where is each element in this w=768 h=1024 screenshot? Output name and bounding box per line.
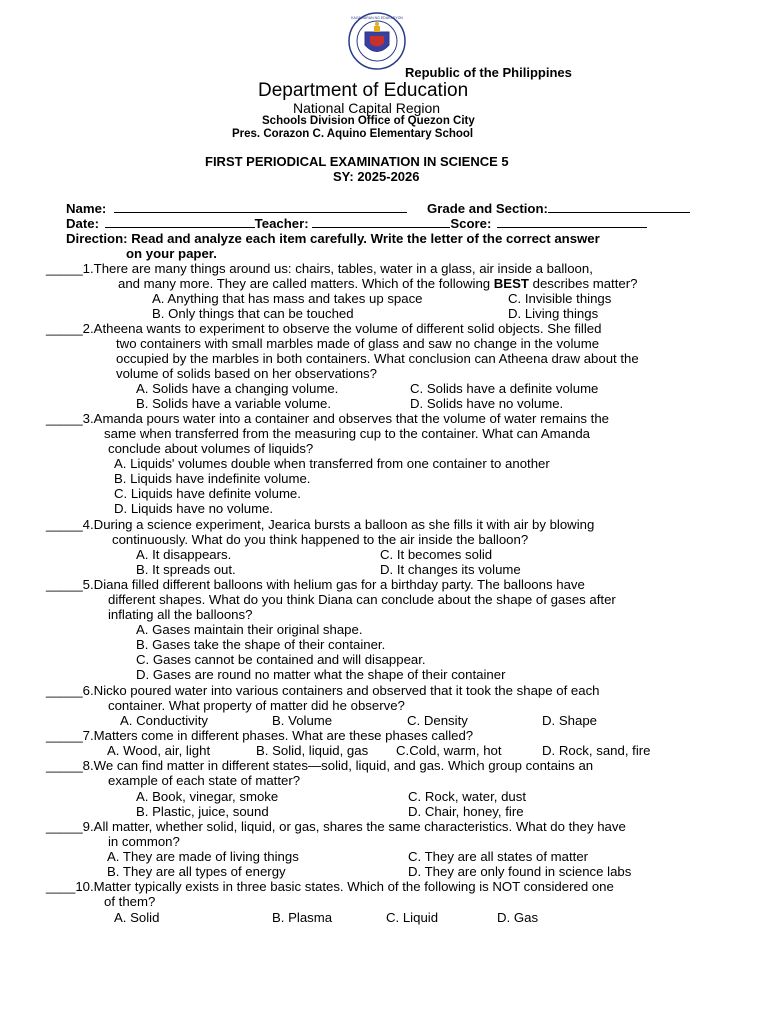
choice-7b: B. Solid, liquid, gas	[256, 743, 369, 758]
choice-3a: A. Liquids' volumes double when transferred from one container to another	[114, 456, 550, 471]
choice-7a: A. Wood, air, light	[107, 743, 211, 758]
choice-9d: D. They are only found in science labs	[408, 864, 632, 879]
choice-5a: A. Gases maintain their original shape.	[136, 622, 363, 637]
division-line: Schools Division Office of Quezon City	[262, 115, 475, 127]
question-6	[46, 683, 600, 698]
direction-line-1: Direction: Read and analyze each item carefully. Write the letter of the correct answer	[66, 231, 600, 246]
choice-10a: A. Solid	[114, 910, 160, 925]
question-stem: Matter typically exists in three basic states. Which of the following is NOT considered one	[93, 879, 614, 894]
question-stem: Matters come in different phases. What are these phases called?	[93, 728, 474, 743]
grade-section-field[interactable]	[427, 200, 690, 216]
question-stem-line: same when transferred from the measuring cup to the container. What can Amanda	[104, 426, 590, 441]
question-stem-line: volume of solids based on her observations?	[116, 366, 377, 381]
choice-4d: D. It changes its volume	[380, 562, 521, 577]
score-label: Score:	[450, 216, 492, 231]
name-label: Name:	[66, 201, 107, 216]
teacher-blank[interactable]	[312, 215, 450, 228]
question-number: _____2.	[46, 321, 94, 336]
choice-2c: C. Solids have a definite volume	[410, 381, 599, 396]
school-year: SY: 2025-2026	[333, 169, 420, 184]
choice-2a: A. Solids have a changing volume.	[136, 381, 339, 396]
question-stem: During a science experiment, Jearica bursts a balloon as she fills it with air by blowing	[93, 517, 595, 532]
choice-2b: B. Solids have a variable volume.	[136, 396, 331, 411]
question-7	[46, 728, 473, 743]
exam-title: FIRST PERIODICAL EXAMINATION IN SCIENCE 5	[205, 154, 509, 169]
grade-section-blank[interactable]	[548, 200, 690, 213]
choice-6b: B. Volume	[272, 713, 333, 728]
name-field[interactable]	[66, 200, 407, 216]
score-blank[interactable]	[497, 215, 647, 228]
question-number: _____9.	[46, 819, 94, 834]
question-4	[46, 517, 594, 532]
date-field[interactable]	[66, 215, 647, 231]
question-stem-line: inflating all the balloons?	[108, 607, 253, 622]
svg-text:KAGAWARAN NG EDUKASYON: KAGAWARAN NG EDUKASYON	[351, 16, 403, 20]
choice-4a: A. It disappears.	[136, 547, 232, 562]
choice-1c: C. Invisible things	[508, 291, 612, 306]
question-stem: Amanda pours water into a container and observes that the volume of water remains the	[93, 411, 610, 426]
question-3	[46, 411, 609, 426]
question-stem: We can find matter in different states—solid, liquid, and gas. Which group contains an	[93, 758, 594, 773]
choice-7c: C.Cold, warm, hot	[396, 743, 502, 758]
question-stem-line: continuously. What do you think happened to the air inside the balloon?	[112, 532, 529, 547]
choice-2d: D. Solids have no volume.	[410, 396, 564, 411]
question-number: _____4.	[46, 517, 94, 532]
department-title: Department of Education	[258, 80, 469, 101]
choice-1a: A. Anything that has mass and takes up space	[152, 291, 423, 306]
emphasis-text: BEST	[493, 276, 529, 291]
question-stem: All matter, whether solid, liquid, or gas, shares the same characteristics. What do they have	[93, 819, 626, 834]
question-8	[46, 758, 593, 773]
question-stem-line: example of each state of matter?	[108, 773, 301, 788]
school-line: Pres. Corazon C. Aquino Elementary School	[232, 128, 474, 140]
question-stem: Diana filled different balloons with helium gas for a birthday party. The balloons have	[93, 577, 585, 592]
question-stem-line: container. What property of matter did he observe?	[108, 698, 405, 713]
question-number: _____5.	[46, 577, 94, 592]
deped-seal-logo	[348, 12, 406, 70]
choice-10d: D. Gas	[497, 910, 539, 925]
choice-8c: C. Rock, water, dust	[408, 789, 526, 804]
choice-3d: D. Liquids have no volume.	[114, 501, 274, 516]
question-number: _____3.	[46, 411, 94, 426]
question-number: ____10.	[46, 879, 94, 894]
question-number: _____7.	[46, 728, 94, 743]
choice-5d: D. Gases are round no matter what the shape of their container	[136, 667, 506, 682]
choice-4c: C. It becomes solid	[380, 547, 493, 562]
question-stem-line: and many more. They are called matters. Which of the following BEST describes matter?	[118, 276, 638, 291]
choice-1d: D. Living things	[508, 306, 599, 321]
name-blank[interactable]	[114, 200, 407, 213]
question-stem: Nicko poured water into various containers and observed that it took the shape of each	[93, 683, 600, 698]
date-label: Date:	[66, 216, 99, 231]
choice-10c: C. Liquid	[386, 910, 439, 925]
choice-9a: A. They are made of living things	[107, 849, 299, 864]
question-stem: Atheena wants to experiment to observe the volume of different solid objects. She filled	[93, 321, 602, 336]
choice-6a: A. Conductivity	[120, 713, 208, 728]
question-number: _____8.	[46, 758, 94, 773]
choice-9b: B. They are all types of energy	[107, 864, 286, 879]
choice-6d: D. Shape	[542, 713, 597, 728]
choice-5c: C. Gases cannot be contained and will disappear.	[136, 652, 426, 667]
republic-line: Republic of the Philippines	[405, 65, 572, 80]
question-stem: There are many things around us: chairs, tables, water in a glass, air inside a balloon,	[93, 261, 593, 276]
choice-3c: C. Liquids have definite volume.	[114, 486, 301, 501]
teacher-label: Teacher:	[254, 216, 309, 231]
question-stem-line: two containers with small marbles made of glass and saw no change in the volume	[116, 336, 600, 351]
question-5	[46, 577, 585, 592]
choice-4b: B. It spreads out.	[136, 562, 236, 577]
question-stem-line: conclude about volumes of liquids?	[108, 441, 314, 456]
choice-8d: D. Chair, honey, fire	[408, 804, 524, 819]
question-2	[46, 321, 601, 336]
choice-9c: C. They are all states of matter	[408, 849, 589, 864]
choice-3b: B. Liquids have indefinite volume.	[114, 471, 311, 486]
question-number: _____1.	[46, 261, 94, 276]
choice-5b: B. Gases take the shape of their container.	[136, 637, 386, 652]
choice-8b: B. Plastic, juice, sound	[136, 804, 269, 819]
question-10	[46, 879, 614, 894]
choice-6c: C. Density	[407, 713, 468, 728]
direction-line-2: on your paper.	[126, 246, 217, 261]
date-blank[interactable]	[105, 215, 255, 228]
question-stem-line: occupied by the marbles in both containers. What conclusion can Atheena draw about the	[116, 351, 639, 366]
region-line: National Capital Region	[293, 100, 441, 116]
choice-8a: A. Book, vinegar, smoke	[136, 789, 279, 804]
question-1	[46, 261, 593, 276]
choice-1b: B. Only things that can be touched	[152, 306, 354, 321]
question-9	[46, 819, 626, 834]
question-stem-line: of them?	[104, 894, 156, 909]
grade-section-label: Grade and Section:	[427, 201, 548, 216]
question-stem-line: in common?	[108, 834, 180, 849]
choice-10b: B. Plasma	[272, 910, 333, 925]
question-stem-line: different shapes. What do you think Diana can conclude about the shape of gases after	[108, 592, 616, 607]
choice-7d: D. Rock, sand, fire	[542, 743, 651, 758]
question-number: _____6.	[46, 683, 94, 698]
